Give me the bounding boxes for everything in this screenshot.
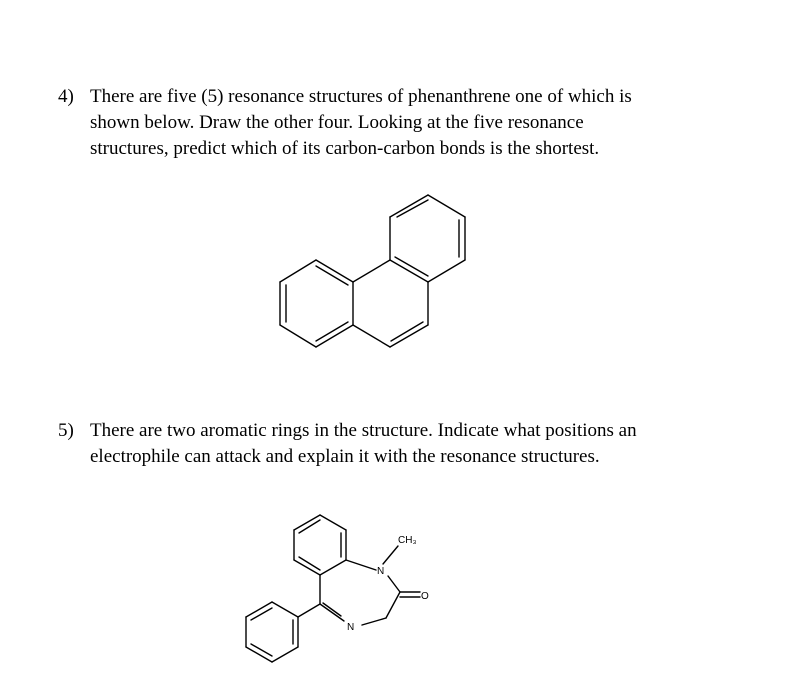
question-5-line-2: electrophile can attack and explain it with the resonance structures. [90, 446, 600, 467]
question-5-text [90, 418, 637, 470]
question-5-line-1: There are two aromatic rings in the structure. Indicate what positions an [90, 420, 637, 441]
question-5 [58, 418, 637, 470]
benzodiazepine-structure [246, 515, 429, 662]
amide-nitrogen-label: N [377, 566, 385, 577]
imine-nitrogen-label: N [347, 622, 355, 633]
oxygen-label: O [421, 591, 429, 602]
phenanthrene-structure [280, 195, 465, 347]
question-4-line-3: structures, predict which of its carbon-carbon bonds is the shortest. [90, 138, 600, 159]
question-4-line-1: There are five (5) resonance structures of phenanthrene one of which is [90, 86, 632, 107]
methyl-label: CH₃ [398, 535, 417, 546]
question-4-number: 4) [58, 86, 74, 107]
question-4-line-2: shown below. Draw the other four. Looking at the five resonance [90, 112, 584, 133]
question-5-number: 5) [58, 420, 74, 441]
